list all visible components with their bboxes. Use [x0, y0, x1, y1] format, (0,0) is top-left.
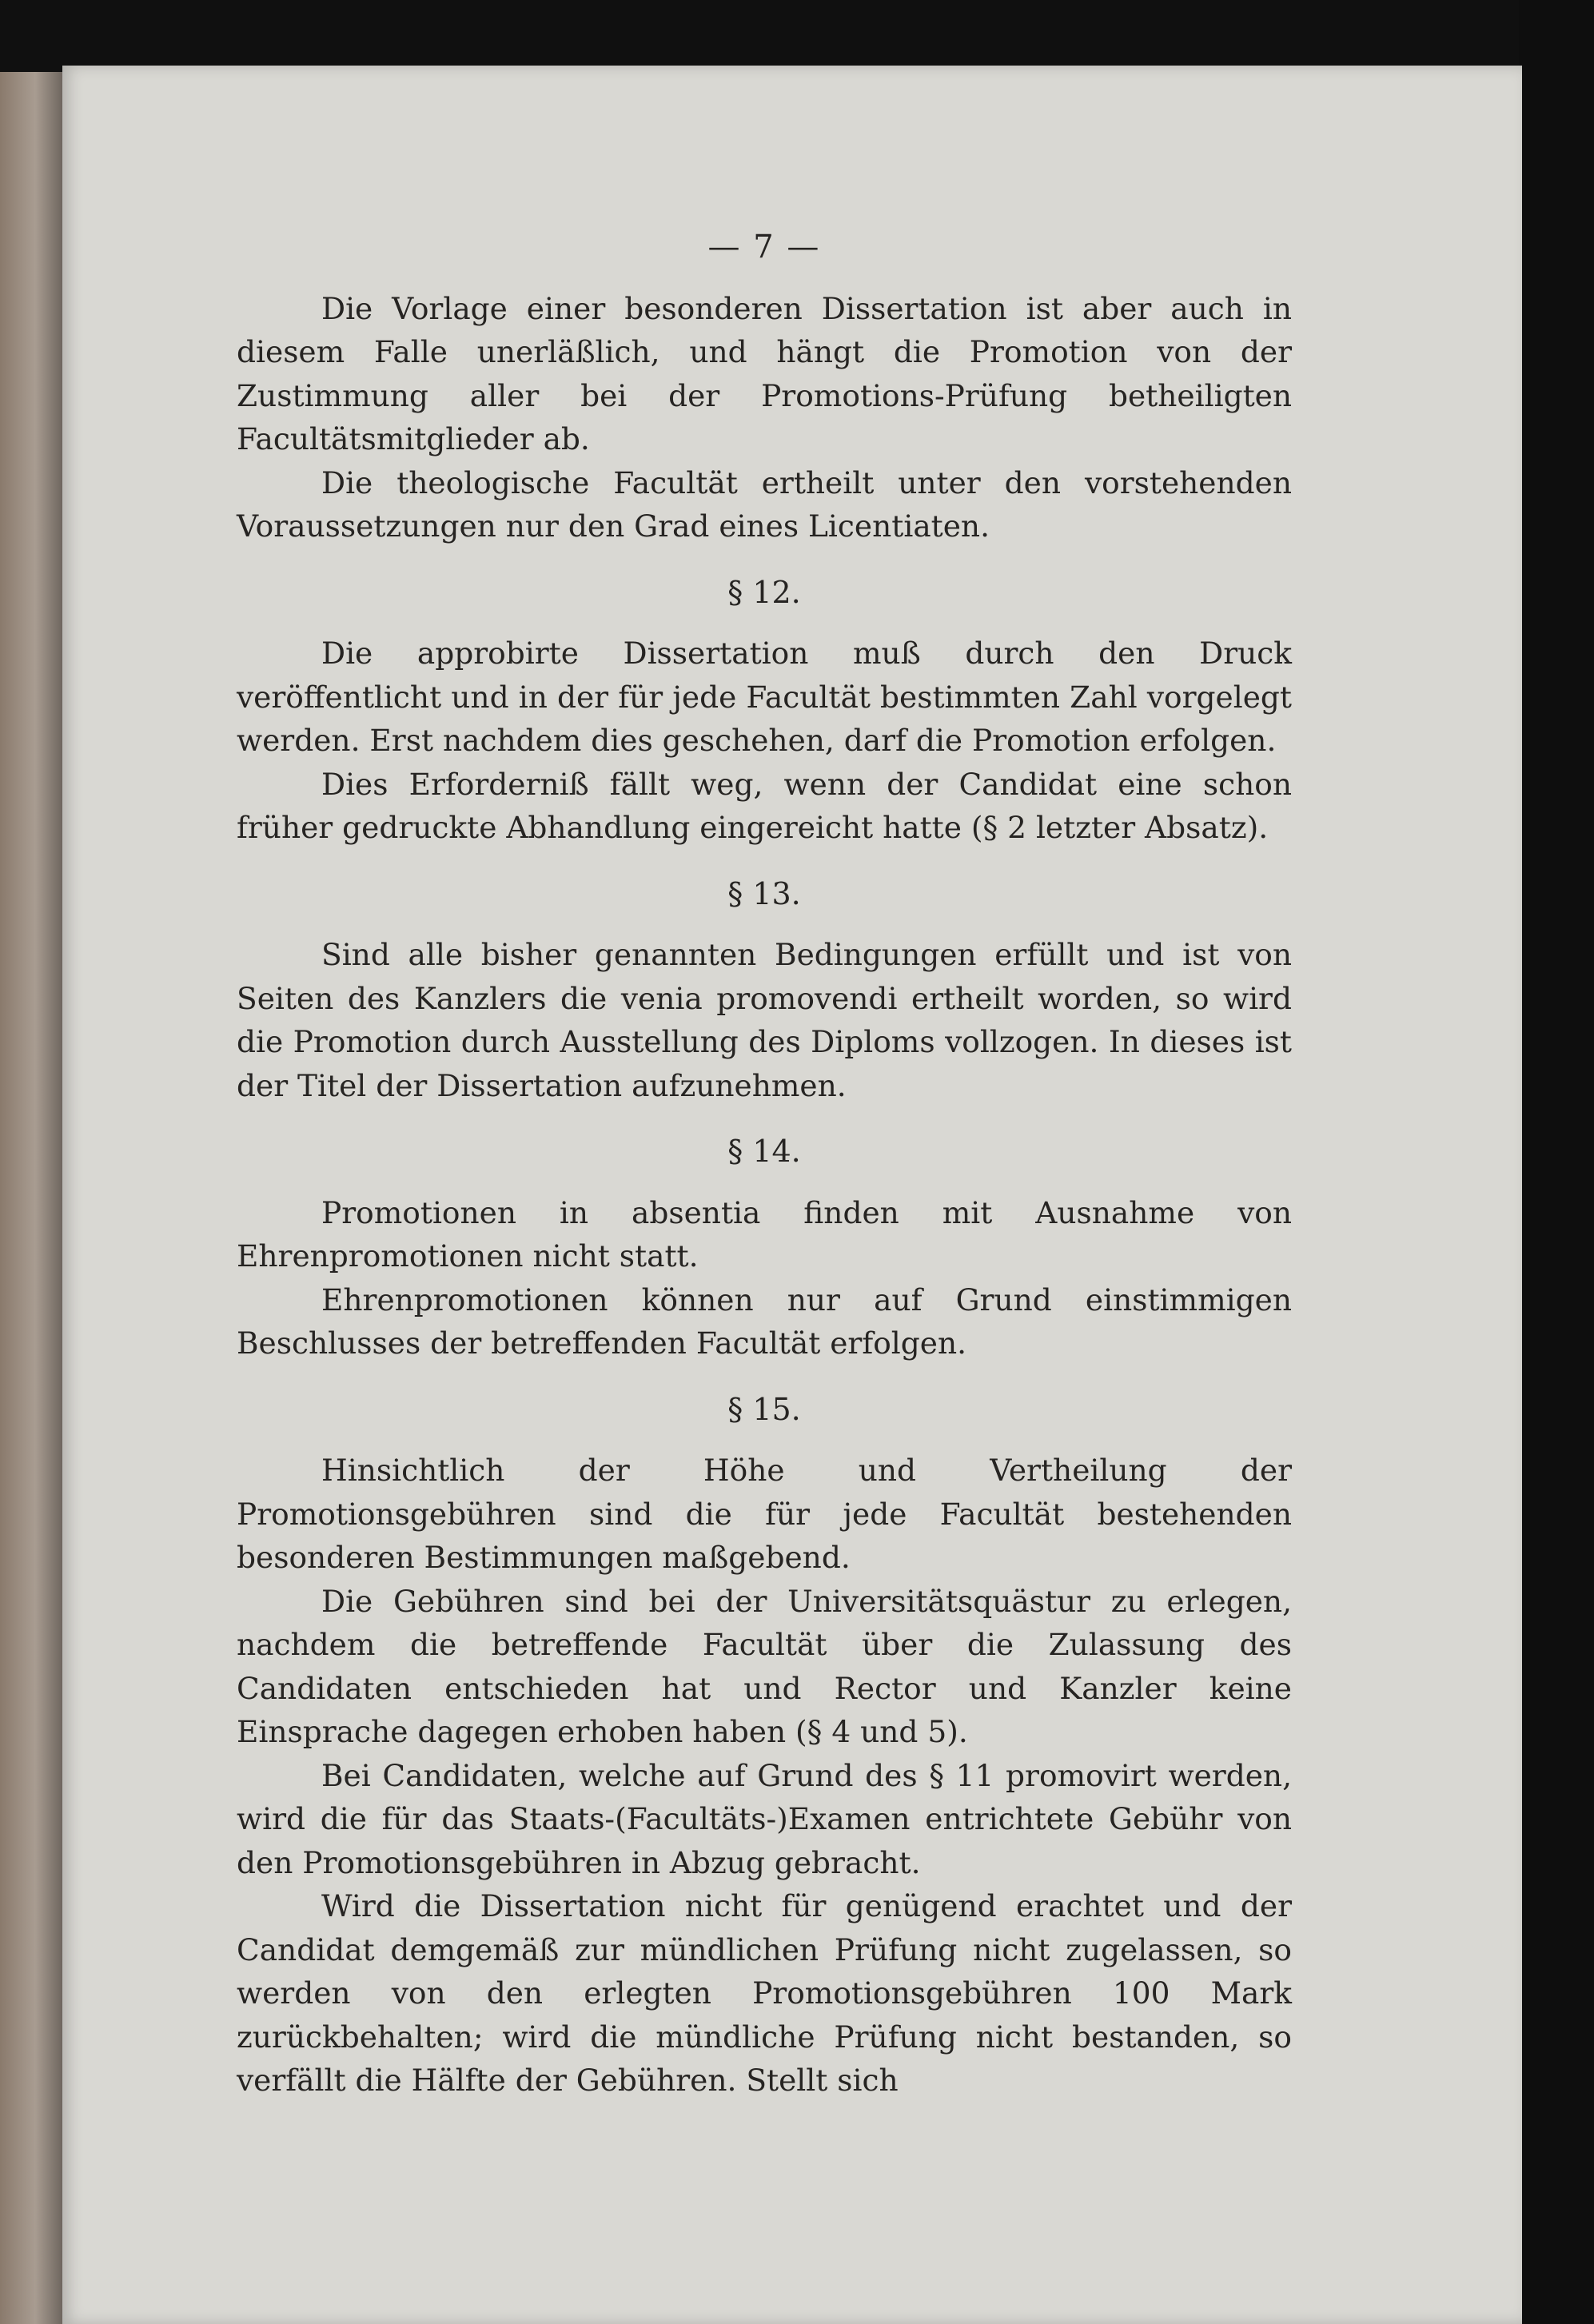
book-page	[62, 66, 1522, 2324]
paragraph-fee-deduction: Bei Candidaten, welche auf Grund des § 11 promovirt werden, wird die für das Staats-(Facultäts-)Examen entrichtete Gebühr von den Promotionsgebühren in Abzug gebracht.	[237, 1757, 1292, 1880]
section-heading-14: § 14.	[727, 1134, 801, 1169]
paragraph-dissertation-requirement: Die Vorlage einer besonderen Dissertation ist aber auch in diesem Falle unerläßlich, und hängt die Promotion von der Zustimmung aller bei der Promotions-Prüfung betheiligten Facultätsmitglieder ab.	[237, 290, 1292, 456]
paragraph-diploma: Sind alle bisher genannten Bedingungen erfüllt und ist von Seiten des Kanzlers die venia promovendi ertheilt worden, so wird die Promotion durch Ausstellung des Diploms vollzogen. In dieses ist der Titel der Dissertation aufzunehmen.	[237, 937, 1292, 1103]
section-heading-12: § 12.	[727, 574, 801, 610]
scan-background-top	[0, 0, 1594, 72]
paragraph-printed-exemption: Dies Erforderniß fällt weg, wenn der Candidat eine schon früher gedruckte Abhandlung eingereicht hatte (§ 2 letzter Absatz).	[237, 766, 1292, 845]
paragraph-honorary-promotion: Ehrenpromotionen können nur auf Grund einstimmigen Beschlusses der betreffenden Facultät erfolgen.	[237, 1282, 1292, 1361]
paragraph-absentia: Promotionen in absentia finden mit Ausnahme von Ehrenpromotionen nicht statt.	[237, 1194, 1292, 1274]
paragraph-fee-regulations: Hinsichtlich der Höhe und Vertheilung der Promotionsgebühren sind die für jede Facultät bestehenden besonderen Bestimmungen maßgebend.	[237, 1453, 1292, 1575]
paragraph-fee-payment: Die Gebühren sind bei der Universitätsquästur zu erlegen, nachdem die betreffende Facultät über die Zulassung des Candidaten entschieden hat und Rector und Kanzler keine Einsprache dagegen erhoben haben (§ 4 und 5).	[237, 1583, 1292, 1749]
adjacent-page-edge	[0, 72, 64, 2324]
paragraph-fee-forfeit: Wird die Dissertation nicht für genügend erachtet und der Candidat demgemäß zur mündlichen Prüfung nicht zugelassen, so werden von den erlegten Promotionsgebühren 100 Mark zurückbehalten; wird die mündliche Prüfung nicht bestanden, so verfällt die Hälfte der Gebühren. Stellt sich	[237, 1888, 1292, 2098]
section-heading-13: § 13.	[727, 875, 801, 911]
page-text	[237, 225, 1292, 2103]
paragraph-print-publication: Die approbirte Dissertation muß durch den Druck veröffentlicht und in der für jede Facultät bestimmten Zahl vorgelegt werden. Erst nachdem dies geschehen, darf die Promotion erfolgen.	[237, 636, 1292, 758]
scan-background-right	[1519, 0, 1594, 2324]
page-number: — 7 —	[707, 229, 821, 265]
section-heading-15: § 15.	[727, 1391, 801, 1427]
paragraph-theology-licentiate: Die theologische Facultät ertheilt unter den vorstehenden Voraussetzungen nur den Grad eines Licentiaten.	[237, 464, 1292, 544]
